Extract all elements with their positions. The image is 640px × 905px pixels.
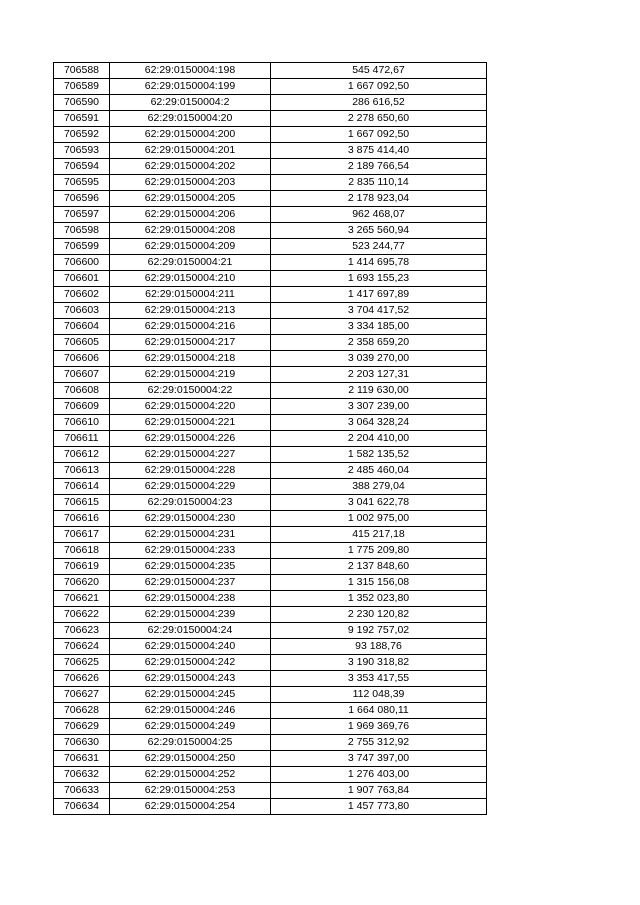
cadastral-number-cell: 62:29:0150004:24 <box>110 623 271 639</box>
row-number-cell: 706603 <box>54 303 110 319</box>
table-row <box>54 111 487 127</box>
table-row <box>54 287 487 303</box>
row-number-cell: 706607 <box>54 367 110 383</box>
table-row <box>54 687 487 703</box>
table-row <box>54 303 487 319</box>
table-row <box>54 751 487 767</box>
value-cell: 2 755 312,92 <box>271 735 487 751</box>
value-cell: 3 704 417,52 <box>271 303 487 319</box>
table-row <box>54 719 487 735</box>
row-number-cell: 706609 <box>54 399 110 415</box>
value-cell: 1 667 092,50 <box>271 127 487 143</box>
value-cell: 1 969 369,76 <box>271 719 487 735</box>
table-row <box>54 175 487 191</box>
cadastral-number-cell: 62:29:0150004:199 <box>110 79 271 95</box>
row-number-cell: 706628 <box>54 703 110 719</box>
cadastral-number-cell: 62:29:0150004:21 <box>110 255 271 271</box>
cadastral-number-cell: 62:29:0150004:242 <box>110 655 271 671</box>
value-cell: 3 041 622,78 <box>271 495 487 511</box>
cadastral-number-cell: 62:29:0150004:238 <box>110 591 271 607</box>
table-row <box>54 351 487 367</box>
cadastral-number-cell: 62:29:0150004:226 <box>110 431 271 447</box>
row-number-cell: 706626 <box>54 671 110 687</box>
cadastral-number-cell: 62:29:0150004:217 <box>110 335 271 351</box>
value-cell: 1 276 403,00 <box>271 767 487 783</box>
table-row <box>54 399 487 415</box>
value-cell: 1 667 092,50 <box>271 79 487 95</box>
cadastral-number-cell: 62:29:0150004:20 <box>110 111 271 127</box>
row-number-cell: 706606 <box>54 351 110 367</box>
cadastral-number-cell: 62:29:0150004:253 <box>110 783 271 799</box>
value-cell: 2 204 410,00 <box>271 431 487 447</box>
value-cell: 1 907 763,84 <box>271 783 487 799</box>
value-cell: 1 457 773,80 <box>271 799 487 815</box>
row-number-cell: 706611 <box>54 431 110 447</box>
value-cell: 1 002 975,00 <box>271 511 487 527</box>
row-number-cell: 706632 <box>54 767 110 783</box>
value-cell: 1 352 023,80 <box>271 591 487 607</box>
value-cell: 388 279,04 <box>271 479 487 495</box>
value-cell: 3 334 185,00 <box>271 319 487 335</box>
row-number-cell: 706625 <box>54 655 110 671</box>
value-cell: 3 064 328,24 <box>271 415 487 431</box>
row-number-cell: 706622 <box>54 607 110 623</box>
row-number-cell: 706600 <box>54 255 110 271</box>
row-number-cell: 706605 <box>54 335 110 351</box>
cadastral-number-cell: 62:29:0150004:250 <box>110 751 271 767</box>
table-row <box>54 191 487 207</box>
value-cell: 1 664 080,11 <box>271 703 487 719</box>
table-body <box>54 63 487 815</box>
cadastral-number-cell: 62:29:0150004:203 <box>110 175 271 191</box>
table-row <box>54 63 487 79</box>
table-row <box>54 607 487 623</box>
row-number-cell: 706604 <box>54 319 110 335</box>
row-number-cell: 706589 <box>54 79 110 95</box>
table-row <box>54 575 487 591</box>
value-cell: 2 137 848,60 <box>271 559 487 575</box>
value-cell: 2 835 110,14 <box>271 175 487 191</box>
table-row <box>54 223 487 239</box>
row-number-cell: 706590 <box>54 95 110 111</box>
value-cell: 962 468,07 <box>271 207 487 223</box>
row-number-cell: 706613 <box>54 463 110 479</box>
cadastral-number-cell: 62:29:0150004:239 <box>110 607 271 623</box>
table-row <box>54 431 487 447</box>
row-number-cell: 706619 <box>54 559 110 575</box>
cadastral-number-cell: 62:29:0150004:198 <box>110 63 271 79</box>
value-cell: 1 775 209,80 <box>271 543 487 559</box>
row-number-cell: 706614 <box>54 479 110 495</box>
cadastral-number-cell: 62:29:0150004:201 <box>110 143 271 159</box>
row-number-cell: 706620 <box>54 575 110 591</box>
table-row <box>54 527 487 543</box>
row-number-cell: 706616 <box>54 511 110 527</box>
cadastral-number-cell: 62:29:0150004:221 <box>110 415 271 431</box>
row-number-cell: 706592 <box>54 127 110 143</box>
cadastral-number-cell: 62:29:0150004:205 <box>110 191 271 207</box>
cadastral-number-cell: 62:29:0150004:213 <box>110 303 271 319</box>
cadastral-number-cell: 62:29:0150004:211 <box>110 287 271 303</box>
table-row <box>54 623 487 639</box>
table-row <box>54 543 487 559</box>
table-row <box>54 591 487 607</box>
table-row <box>54 767 487 783</box>
table-row <box>54 367 487 383</box>
cadastral-number-cell: 62:29:0150004:252 <box>110 767 271 783</box>
cadastral-number-cell: 62:29:0150004:23 <box>110 495 271 511</box>
cadastral-number-cell: 62:29:0150004:231 <box>110 527 271 543</box>
value-cell: 9 192 757,02 <box>271 623 487 639</box>
table-row <box>54 463 487 479</box>
value-cell: 286 616,52 <box>271 95 487 111</box>
row-number-cell: 706599 <box>54 239 110 255</box>
value-cell: 2 189 766,54 <box>271 159 487 175</box>
value-cell: 3 353 417,55 <box>271 671 487 687</box>
row-number-cell: 706621 <box>54 591 110 607</box>
value-cell: 112 048,39 <box>271 687 487 703</box>
table-row <box>54 255 487 271</box>
value-cell: 2 178 923,04 <box>271 191 487 207</box>
row-number-cell: 706591 <box>54 111 110 127</box>
table-row <box>54 479 487 495</box>
value-cell: 1 315 156,08 <box>271 575 487 591</box>
cadastral-number-cell: 62:29:0150004:245 <box>110 687 271 703</box>
row-number-cell: 706634 <box>54 799 110 815</box>
table-row <box>54 127 487 143</box>
value-cell: 415 217,18 <box>271 527 487 543</box>
row-number-cell: 706629 <box>54 719 110 735</box>
cadastral-number-cell: 62:29:0150004:210 <box>110 271 271 287</box>
cadastral-number-cell: 62:29:0150004:249 <box>110 719 271 735</box>
table-row <box>54 143 487 159</box>
table-row <box>54 239 487 255</box>
row-number-cell: 706618 <box>54 543 110 559</box>
cadastral-number-cell: 62:29:0150004:237 <box>110 575 271 591</box>
row-number-cell: 706617 <box>54 527 110 543</box>
table-row <box>54 495 487 511</box>
value-cell: 1 582 135,52 <box>271 447 487 463</box>
row-number-cell: 706610 <box>54 415 110 431</box>
row-number-cell: 706608 <box>54 383 110 399</box>
table-row <box>54 799 487 815</box>
cadastral-number-cell: 62:29:0150004:216 <box>110 319 271 335</box>
cadastral-number-cell: 62:29:0150004:219 <box>110 367 271 383</box>
cadastral-number-cell: 62:29:0150004:209 <box>110 239 271 255</box>
table-row <box>54 415 487 431</box>
value-cell: 523 244,77 <box>271 239 487 255</box>
cadastral-number-cell: 62:29:0150004:2 <box>110 95 271 111</box>
row-number-cell: 706631 <box>54 751 110 767</box>
table-row <box>54 655 487 671</box>
row-number-cell: 706594 <box>54 159 110 175</box>
cadastral-number-cell: 62:29:0150004:230 <box>110 511 271 527</box>
cadastral-number-cell: 62:29:0150004:218 <box>110 351 271 367</box>
table-row <box>54 207 487 223</box>
table-row <box>54 671 487 687</box>
row-number-cell: 706602 <box>54 287 110 303</box>
value-cell: 1 417 697,89 <box>271 287 487 303</box>
table-row <box>54 511 487 527</box>
row-number-cell: 706598 <box>54 223 110 239</box>
row-number-cell: 706623 <box>54 623 110 639</box>
table-row <box>54 335 487 351</box>
row-number-cell: 706612 <box>54 447 110 463</box>
value-cell: 3 307 239,00 <box>271 399 487 415</box>
value-cell: 2 358 659,20 <box>271 335 487 351</box>
table-row <box>54 319 487 335</box>
value-cell: 93 188,76 <box>271 639 487 655</box>
cadastral-number-cell: 62:29:0150004:200 <box>110 127 271 143</box>
value-cell: 2 278 650,60 <box>271 111 487 127</box>
value-cell: 3 875 414,40 <box>271 143 487 159</box>
value-cell: 3 265 560,94 <box>271 223 487 239</box>
table-row <box>54 703 487 719</box>
cadastral-number-cell: 62:29:0150004:246 <box>110 703 271 719</box>
value-cell: 1 414 695,78 <box>271 255 487 271</box>
table-row <box>54 783 487 799</box>
table-row <box>54 735 487 751</box>
table-row <box>54 95 487 111</box>
row-number-cell: 706596 <box>54 191 110 207</box>
cadastral-number-cell: 62:29:0150004:228 <box>110 463 271 479</box>
value-cell: 2 230 120,82 <box>271 607 487 623</box>
row-number-cell: 706633 <box>54 783 110 799</box>
row-number-cell: 706615 <box>54 495 110 511</box>
row-number-cell: 706588 <box>54 63 110 79</box>
table-row <box>54 383 487 399</box>
cadastral-number-cell: 62:29:0150004:208 <box>110 223 271 239</box>
cadastral-number-cell: 62:29:0150004:202 <box>110 159 271 175</box>
table-row <box>54 639 487 655</box>
row-number-cell: 706601 <box>54 271 110 287</box>
value-cell: 3 747 397,00 <box>271 751 487 767</box>
cadastral-number-cell: 62:29:0150004:206 <box>110 207 271 223</box>
row-number-cell: 706595 <box>54 175 110 191</box>
cadastral-number-cell: 62:29:0150004:254 <box>110 799 271 815</box>
cadastral-number-cell: 62:29:0150004:229 <box>110 479 271 495</box>
value-cell: 2 485 460,04 <box>271 463 487 479</box>
value-cell: 2 119 630,00 <box>271 383 487 399</box>
cadastral-number-cell: 62:29:0150004:235 <box>110 559 271 575</box>
cadastral-number-cell: 62:29:0150004:22 <box>110 383 271 399</box>
cadastral-number-cell: 62:29:0150004:240 <box>110 639 271 655</box>
value-cell: 1 693 155,23 <box>271 271 487 287</box>
value-cell: 3 190 318,82 <box>271 655 487 671</box>
cadastral-number-cell: 62:29:0150004:233 <box>110 543 271 559</box>
table-row <box>54 79 487 95</box>
value-cell: 3 039 270,00 <box>271 351 487 367</box>
cadastral-value-table <box>53 62 487 815</box>
row-number-cell: 706627 <box>54 687 110 703</box>
row-number-cell: 706624 <box>54 639 110 655</box>
cadastral-number-cell: 62:29:0150004:243 <box>110 671 271 687</box>
table-row <box>54 447 487 463</box>
cadastral-number-cell: 62:29:0150004:220 <box>110 399 271 415</box>
row-number-cell: 706630 <box>54 735 110 751</box>
row-number-cell: 706597 <box>54 207 110 223</box>
table-row <box>54 559 487 575</box>
table-row <box>54 159 487 175</box>
value-cell: 2 203 127,31 <box>271 367 487 383</box>
cadastral-number-cell: 62:29:0150004:227 <box>110 447 271 463</box>
row-number-cell: 706593 <box>54 143 110 159</box>
value-cell: 545 472,67 <box>271 63 487 79</box>
cadastral-number-cell: 62:29:0150004:25 <box>110 735 271 751</box>
table-row <box>54 271 487 287</box>
